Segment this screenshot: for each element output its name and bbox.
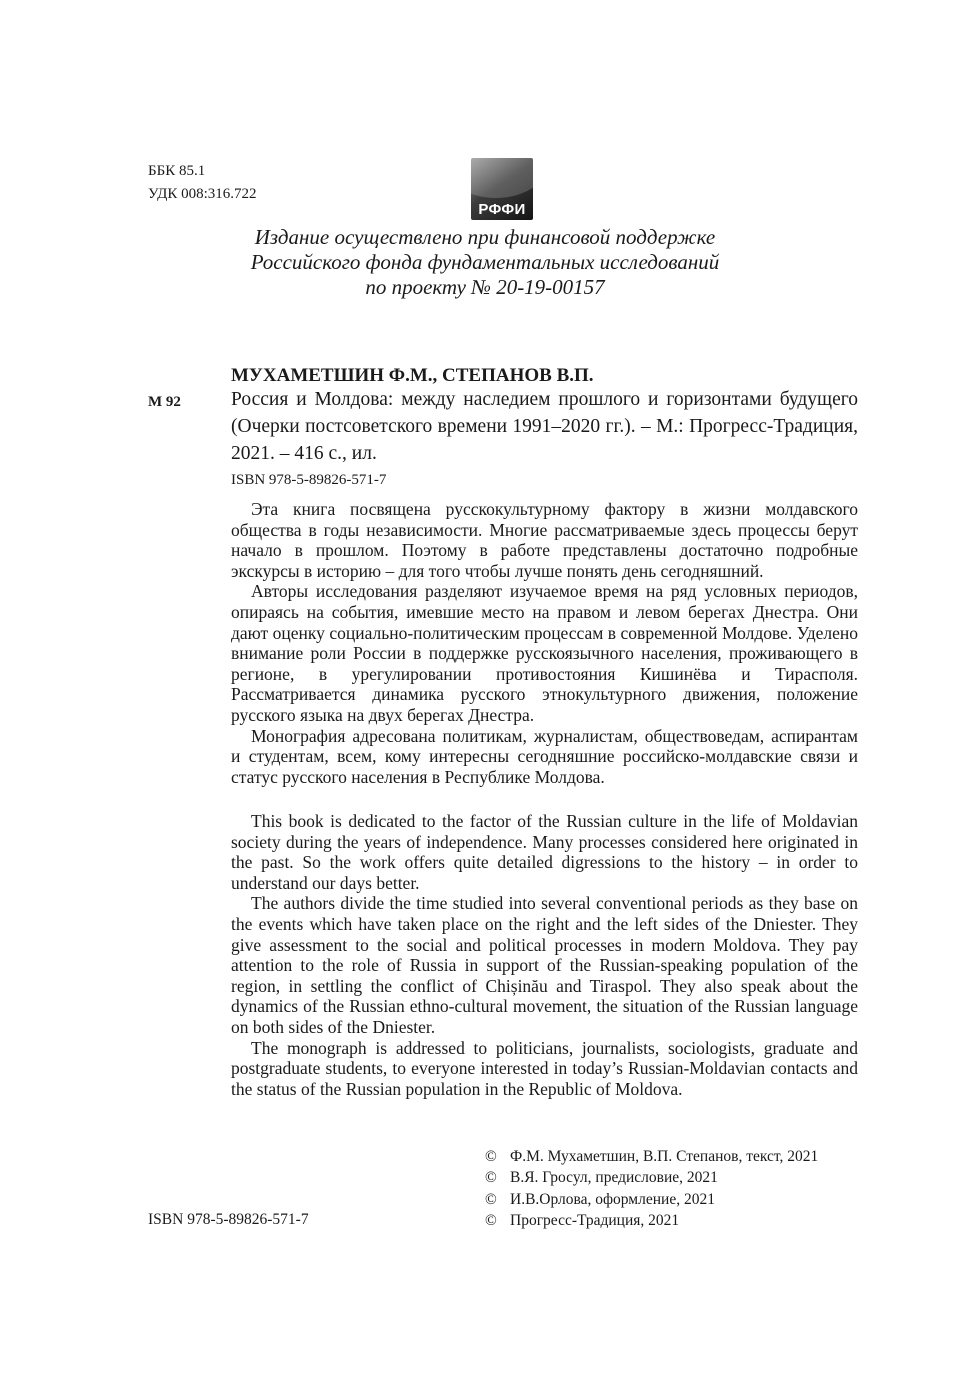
logo-text: РФФИ: [478, 201, 526, 218]
copyright-symbol: ©: [485, 1211, 497, 1229]
abstract-english: [231, 811, 858, 1099]
rffi-logo: [471, 158, 533, 220]
copyright-text: Прогресс-Традиция, 2021: [510, 1211, 680, 1229]
udk-code: УДК 008:316.722: [148, 186, 257, 202]
copyright-line: [485, 1167, 818, 1188]
funding-line: Российского фонда фундаментальных исследований: [250, 250, 720, 274]
copyright-line: [485, 1210, 818, 1231]
copyright-symbol: ©: [485, 1169, 497, 1187]
funding-line: Издание осуществлено при финансовой поддержке: [254, 225, 716, 249]
copyright-symbol: ©: [485, 1190, 497, 1208]
abstract-paragraph: This book is dedicated to the factor of the Russian culture in the life of Moldavian society during the years of independence. Many processes considered here originated in the past. So the work offers quite detailed digressions to the history – in order to understand our days better.: [231, 811, 858, 893]
copyright-text: В.Я. Гросул, предисловие, 2021: [510, 1169, 718, 1187]
isbn-bottom: ISBN 978-5-89826-571-7: [148, 1211, 309, 1228]
copyright-symbol: ©: [485, 1148, 497, 1165]
abstract-russian: [231, 499, 858, 787]
abstract-paragraph: Монография адресована политикам, журналистам, обществоведам, аспирантам и студентам, всем, кому интересны сегодняшние российско-молдавские связи и статус русского населения в Республике Молдова.: [231, 725, 858, 787]
copyright-text: И.В.Орлова, оформление, 2021: [510, 1190, 715, 1208]
copyright-line: [485, 1189, 818, 1210]
author-sign: М 92: [148, 394, 181, 410]
funding-note: [230, 225, 740, 300]
bibliographic-title: Россия и Молдова: между наследием прошлого и горизонтами будущего (Очерки постсоветского времени 1991–2020 гг.). – М.: Прогресс-Традиция, 2021. – 416 с., ил.: [231, 389, 858, 464]
abstract-paragraph: Эта книга посвящена русскокультурному фактору в жизни молдавского общества в годы независимости. Многие рассматриваемые здесь процессы берут начало в прошлом. Поэтому в работе представлены достаточно подробные экскурсы в историю – для того чтобы лучше понять день сегодняшний.: [231, 499, 858, 581]
classification-codes: [148, 160, 257, 206]
bbk-code: ББК 85.1: [148, 163, 206, 179]
copyright-block: [485, 1146, 818, 1231]
authors-heading: МУХАМЕТШИН Ф.М., СТЕПАНОВ В.П.: [231, 365, 594, 386]
funding-line: по проекту № 20-19-00157: [365, 275, 605, 299]
copyright-line: [485, 1146, 818, 1167]
logo-shine: [471, 158, 533, 198]
isbn-top: ISBN 978-5-89826-571-7: [231, 472, 387, 488]
copyright-text: Ф.М. Мухаметшин, В.П. Степанов, текст, 2021: [510, 1148, 819, 1165]
abstract-paragraph: Авторы исследования разделяют изучаемое время на ряд условных периодов, опираясь на события, имевшие место на правом и левом берегах Днестра. Они дают оценку социально-политическим процессам в современной Молдове. Уделено внимание роли России в поддержке русскоязычного населения, проживающего в регионе, в урегулировании противостояния Кишинёва и Тирасполя. Рассматривается динамика русского этнокультурного движения, положение русского языка на двух берегах Днестра.: [231, 581, 858, 725]
abstract-paragraph: The authors divide the time studied into several conventional periods as they base on the events which have taken place on the right and the left sides of the Dniester. They give assessment to the social and political processes in modern Moldova. They pay attention to the role of Russia in support of the Russian-speaking population of the region, in settling the conflict of Chișinău and Tiraspol. They also speak about the dynamics of the Russian ethno-cultural movement, the situation of the Russian language on both sides of the Dniester.: [231, 893, 858, 1037]
abstract-paragraph: The monograph is addressed to politicians, journalists, sociologists, graduate and postgraduate students, to everyone interested in today’s Russian-Moldavian contacts and the status of the Russian population in the Republic of Moldova.: [231, 1037, 858, 1099]
